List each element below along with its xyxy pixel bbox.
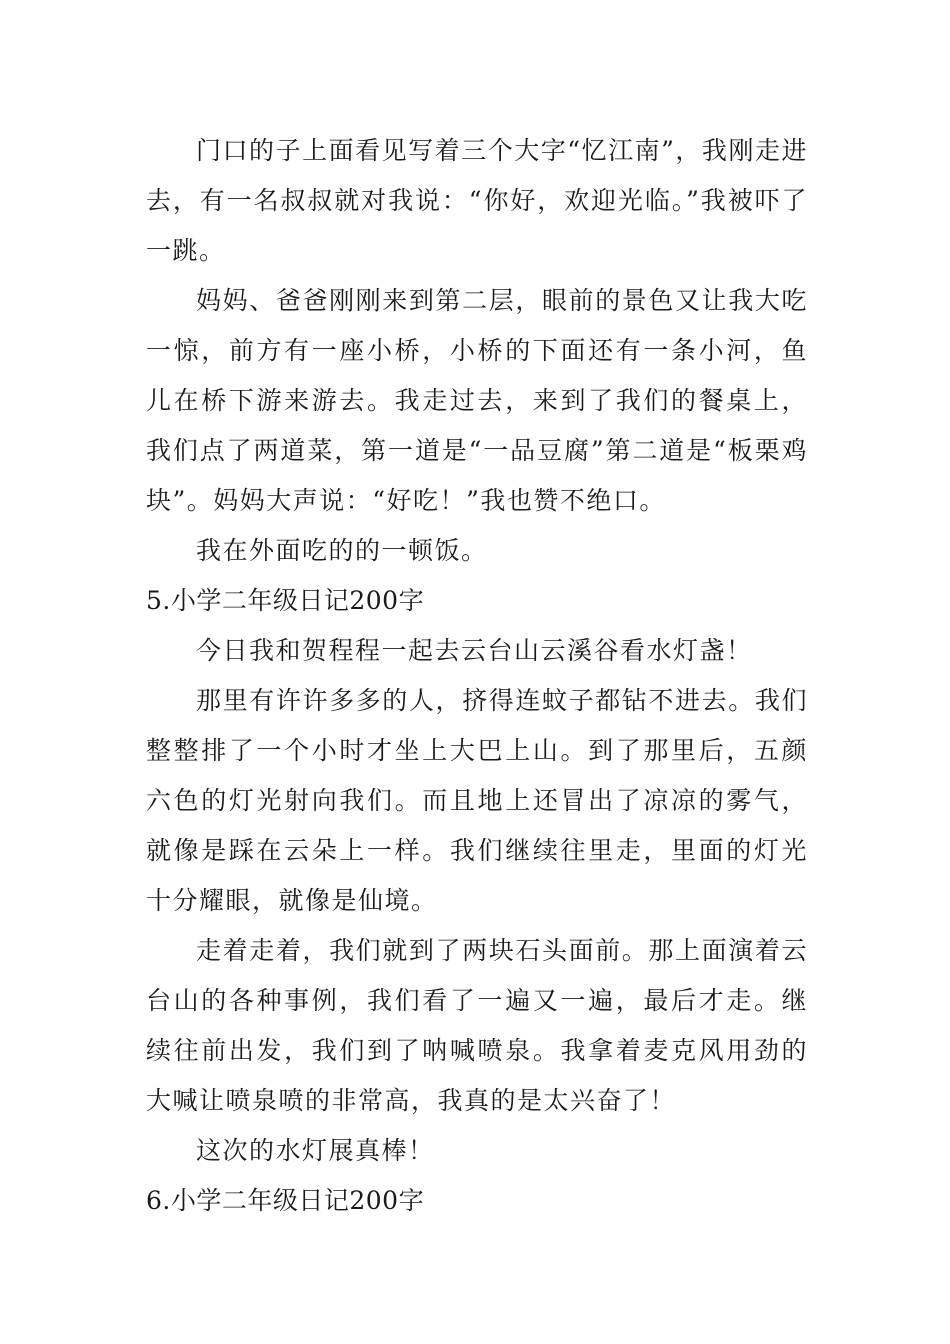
paragraph-conclusion: 这次的水灯展真棒！ [196, 1136, 435, 1165]
paragraph-second-floor: 妈妈、爸爸刚刚来到第二层，眼前的景色又让我大吃一惊，前方有一座小桥，小桥的下面还有一条小河，鱼儿在桥下游来游去。我走过去，来到了我们的餐桌上，我们点了两道菜，第一道是“一品豆腐”第二道是“板栗鸡块”。妈妈大声说：“好吃！”我也赞不绝口。 [146, 286, 808, 515]
paragraph-crowd-and-lights: 那里有许许多多的人，挤得连蚊子都钻不进去。我们整整排了一个小时才坐上大巴上山。到了那里后，五颜六色的灯光射向我们。而且地上还冒出了凉凉的雾气，就像是踩在云朵上一样。我们继续往里走，里面的灯光十分耀眼，就像是仙境。 [146, 686, 808, 915]
paragraph-stones-and-fountain: 走着走着，我们就到了两块石头面前。那上面演着云台山的各种事例，我们看了一遍又一遍，最后才走。继续往前出发，我们到了呐喊喷泉。我拿着麦克风用劲的大喊让喷泉喷的非常高，我真的是太兴奋了！ [146, 936, 808, 1115]
paragraph-meal-summary: 我在外面吃的的一顿饭。 [196, 536, 488, 565]
paragraph-water-lantern-trip: 今日我和贺程程一起去云台山云溪谷看水灯盏！ [196, 636, 753, 665]
section-heading-5: 5.小学二年级日记200字 [146, 586, 425, 615]
paragraph-restaurant-entrance: 门口的子上面看见写着三个大字“忆江南”，我刚走进去，有一名叔叔就对我说：“你好，欢迎光临。”我被吓了一跳。 [146, 136, 808, 265]
section-heading-6: 6.小学二年级日记200字 [146, 1186, 425, 1215]
document-body [146, 126, 808, 1226]
